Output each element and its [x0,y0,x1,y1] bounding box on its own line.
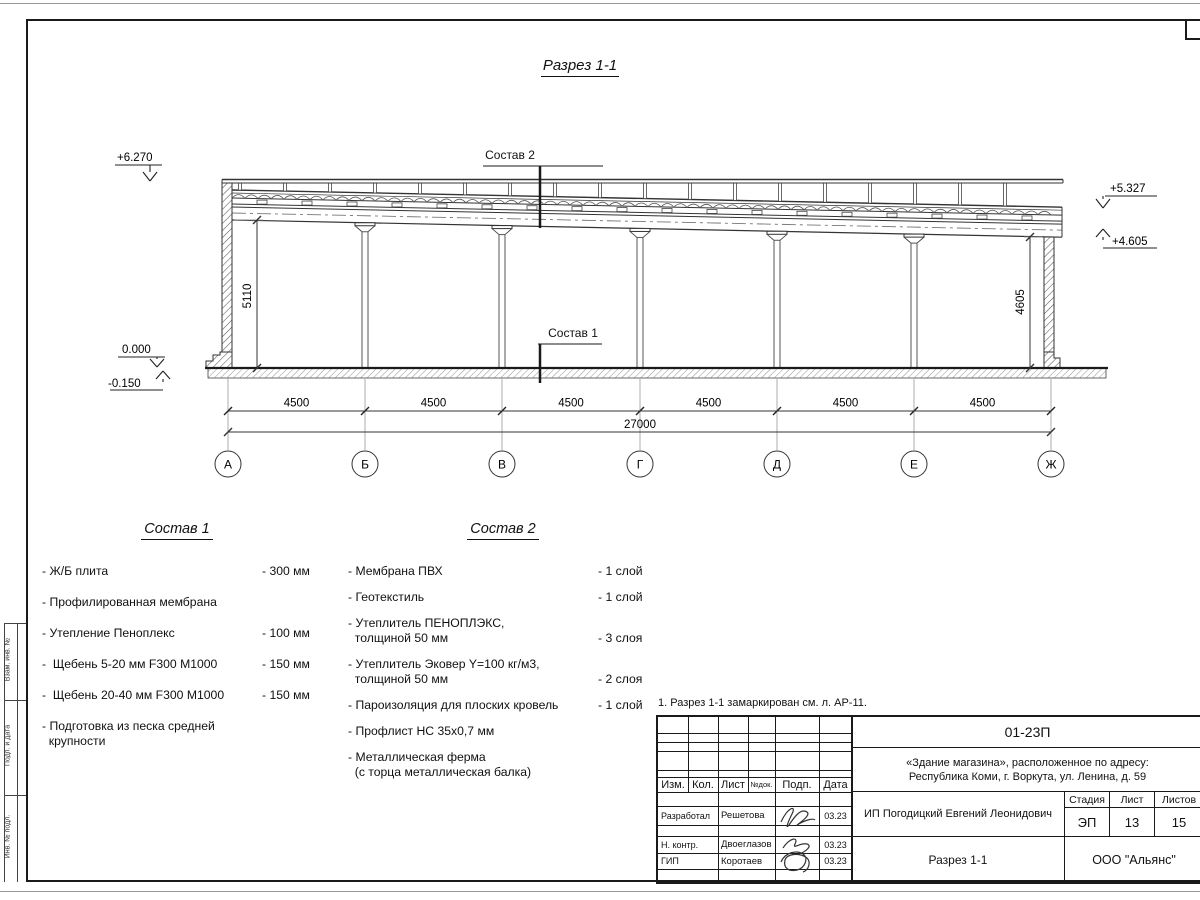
material-value: - 100 мм [262,626,310,640]
sostav1-title: Состав 1 [42,520,312,540]
tb-client: ИП Погодицкий Евгений Леонидович [852,792,1065,837]
material-name: - Утеплитель Эковер Y=100 кг/м3, толщиной 50 мм [348,657,540,686]
material-name: - Профлист НС 35х0,7 мм [348,724,495,738]
material-row [42,719,312,749]
bay-dim-label: 4500 [969,397,996,410]
material-name: - Щебень 20-40 мм F300 М1000 [42,688,225,702]
tb-stage-col: Стадия [1065,792,1110,808]
drawing-title: Разрез 1-1 [500,57,660,77]
right-wall [1044,237,1060,368]
material-value: - 150 мм [262,688,310,702]
material-row [348,564,658,579]
tb-stage-value: ЭП [1065,808,1110,837]
material-name: - Утепление Пеноплекс [42,626,175,640]
margin-label: Инв. № подл. [4,814,12,859]
axis-bubble-label: Б [361,457,369,472]
tb-sheets-col: Листов [1155,792,1200,808]
material-value: - 300 мм [262,564,310,578]
axis-bubble-label: Г [636,457,644,472]
tb-col-ndok: №док. [750,780,773,789]
material-name: - Пароизоляция для плоских кровель [348,698,559,712]
tb-date: 03.23 [824,839,847,850]
material-row [348,724,658,739]
material-name: - Утеплитель ПЕНОПЛЭКС, толщиной 50 мм [348,616,505,645]
material-name: - Профилированная мембрана [42,595,217,609]
tb-col-izm: Изм. [661,778,685,791]
material-name: - Ж/Б плита [42,564,109,578]
signatures [775,792,819,882]
axis-bubble-label: Ж [1045,457,1057,472]
sostav2-list [348,520,658,791]
tb-col-data: Дата [823,778,848,791]
tb-date: 03.23 [824,810,847,821]
left-wall [206,183,232,368]
material-name: - Металлическая ферма (с торца металлическая балка) [348,750,532,779]
dim-total-label: 27000 [624,419,656,431]
elevation-parapet: +6.270 [117,152,153,164]
material-value: - 2 слоя [598,672,643,686]
material-row [42,564,312,579]
tb-role: Н. контр. [661,839,699,850]
dim-left-height-label: 5110 [242,283,254,309]
tb-name: Двоеглазов [721,839,772,850]
material-row [42,657,312,672]
tb-sheet-name: Разрез 1-1 [852,837,1065,882]
material-row [348,657,658,687]
tb-role: ГИП [661,856,679,866]
elevation-zero: 0.000 [122,344,151,356]
material-name: - Щебень 5-20 мм F300 М1000 [42,657,218,671]
material-name: - Подготовка из песка средней крупности [42,719,215,748]
material-value: - 1 слой [598,564,643,578]
material-row [348,698,658,713]
tb-project: «Здание магазина», расположенное по адресу: Республика Коми, г. Воркута, ул. Ленина, д. 59 [852,748,1200,792]
axis-bubble-label: А [223,457,233,472]
axis-bubble-label: В [497,457,507,472]
tb-sheet-value: 13 [1110,808,1155,837]
elevation-under-right: +4.605 [1112,236,1148,248]
material-row [42,595,312,610]
tb-sheets-value: 15 [1155,808,1200,837]
tb-date: 03.23 [824,856,847,866]
axis-bubble-label: Д [772,457,782,472]
sostav2-title: Состав 2 [348,520,658,540]
material-value: - 150 мм [262,657,310,671]
material-row [348,750,658,780]
sostav1-list [42,520,312,765]
callout-sostav1: Состав 1 [548,326,598,340]
dim-right-height-label: 4605 [1015,289,1027,315]
bay-dim-label: 4500 [558,397,584,410]
tb-role: Разработал [661,810,710,821]
elevation-below: -0.150 [108,378,141,390]
bay-dim-label: 4500 [420,397,447,410]
tb-name: Решетова [721,810,765,821]
sheet-note: 1. Разрез 1-1 замаркирован см. л. АР-11. [658,697,867,709]
material-value: - 1 слой [598,590,643,604]
bay-dim-label: 4500 [695,397,722,410]
bay-dim-label: 4500 [832,397,859,410]
floor-slab [205,368,1108,378]
elevation-ridge-right: +5.327 [1110,183,1146,195]
material-value: - 3 слоя [598,631,643,645]
margin-label: Взам. инв. № [4,637,12,682]
material-row [42,626,312,641]
tb-name: Коротаев [721,855,763,867]
tb-col-kol: Кол. [692,778,714,791]
callout-sostav2: Состав 2 [485,148,535,162]
material-row [42,688,312,703]
generated-structure [215,183,1064,477]
material-name: - Мембрана ПВХ [348,564,443,578]
margin-label: Подп. и дата [4,724,12,767]
axis-bubble-label: Е [909,457,919,472]
material-row [348,616,658,646]
tb-col-podp: Подп. [782,778,812,791]
material-value: - 1 слой [598,698,643,712]
material-row [348,590,658,605]
tb-col-list: Лист [721,778,745,791]
material-name: - Геотекстиль [348,590,425,604]
bay-dim-label: 4500 [283,397,310,410]
parapet-rail [222,180,1063,184]
title-block [656,715,1200,884]
tb-doc-number: 01-23П [852,717,1200,748]
tb-sheet-col: Лист [1110,792,1155,808]
tb-company: ООО "Альянс" [1092,852,1176,867]
